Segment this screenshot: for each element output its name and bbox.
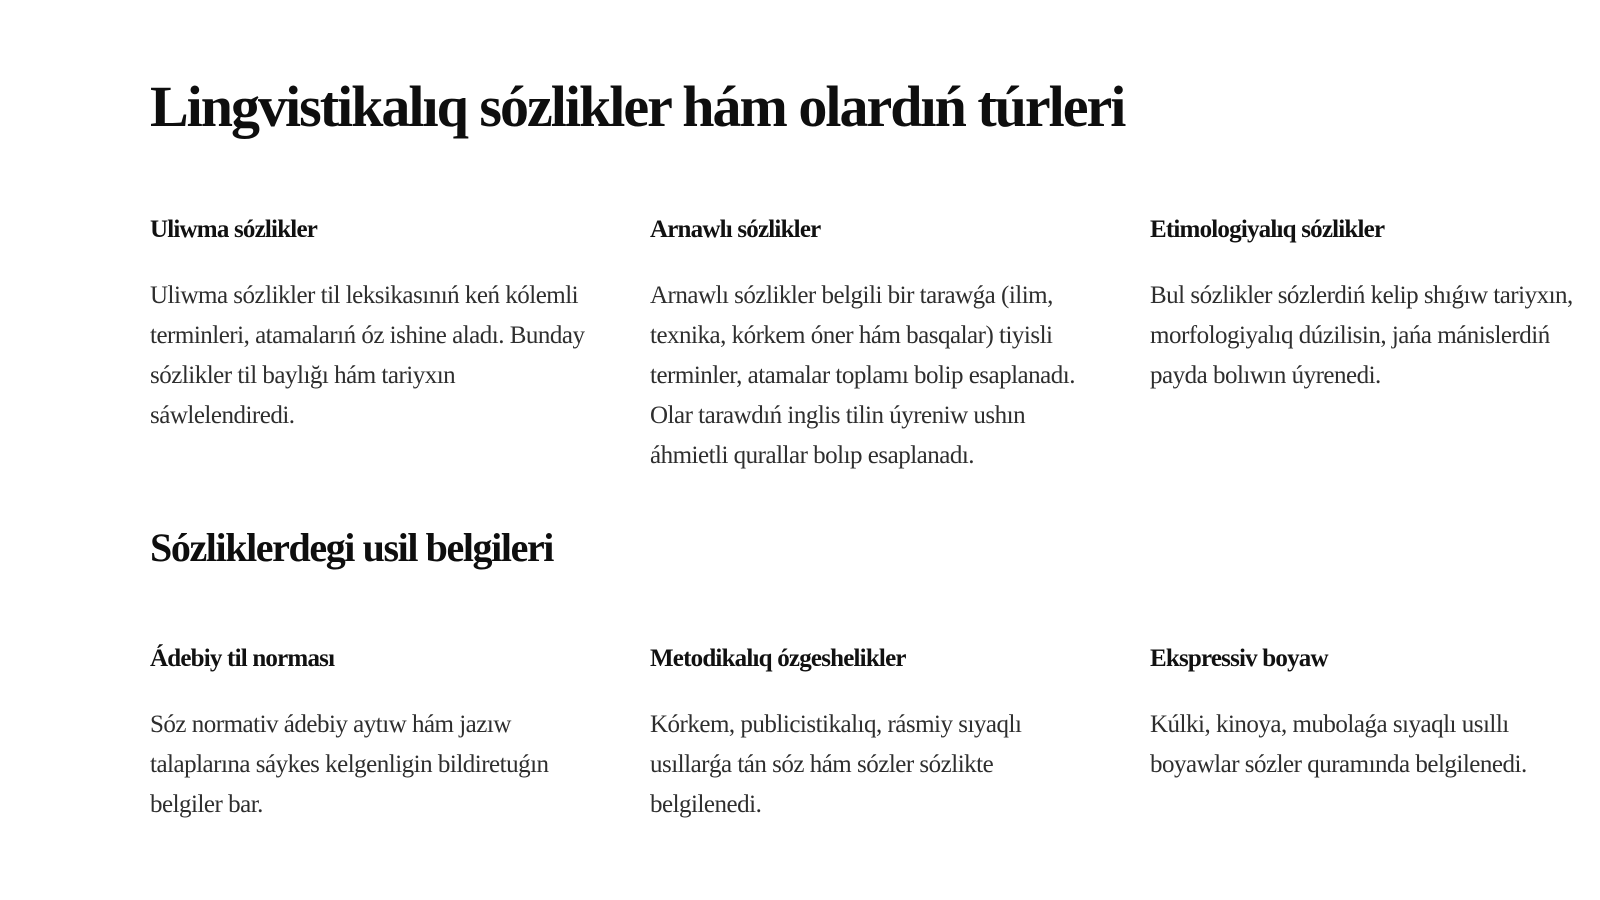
- card-text: Kórkem, publicistikalıq, rásmiy sıyaqlı usıllarǵa tán sóz hám sózler sózlikte belgilenedi.: [650, 710, 1022, 818]
- card-heading: Ekspressiv boyaw: [1150, 645, 1328, 672]
- card-heading: Metodikalıq ózgeshelikler: [650, 645, 906, 672]
- card-text: Sóz normativ ádebiy aytıw hám jazıw talaplarına sáykes kelgenligin bildiretuǵın belgiler bar.: [150, 710, 549, 818]
- card-literary-norm: [150, 643, 590, 825]
- card-special-dictionaries: [650, 214, 1090, 476]
- card-general-dictionaries: [150, 214, 590, 436]
- card-text: Arnawlı sózlikler belgili bir tarawǵa (ilim, texnika, kórkem óner hám basqalar) tiyisli terminler, atamalar toplamı bolip esaplanadı. Olar tarawdıń inglis tilin úyreniw ushın áhmietli qurallar bolıp esaplanadı.: [650, 281, 1075, 469]
- section-title: Sózliklerdegi usil belgileri: [150, 525, 554, 570]
- card-heading: Uliwma sózlikler: [150, 216, 318, 243]
- card-expressive-coloring: [1150, 643, 1590, 785]
- card-text: Bul sózlikler sózlerdiń kelip shıǵıw tariyxın, morfologiyalıq dúzilisin, jańa mánislerdiń payda bolıwın úyrenedi.: [1150, 281, 1573, 389]
- card-heading: Ádebiy til norması: [150, 645, 335, 672]
- card-text: Kúlki, kinoya, mubolaǵa sıyaqlı usıllı boyawlar sózler quramında belgilenedi.: [1150, 710, 1527, 778]
- card-heading: Arnawlı sózlikler: [650, 216, 821, 243]
- card-text: Uliwma sózlikler til leksikasınıń keń kólemli terminleri, atamalarıń óz ishine aladı. Bunday sózlikler til baylığı hám tariyxın sáwlelendiredi.: [150, 281, 585, 429]
- slide-title: Lingvistikalıq sózlikler hám olardıń túrleri: [150, 74, 1125, 139]
- card-etymological-dictionaries: [1150, 214, 1590, 396]
- card-heading: Etimologiyalıq sózlikler: [1150, 216, 1385, 243]
- card-methodical-features: [650, 643, 1090, 825]
